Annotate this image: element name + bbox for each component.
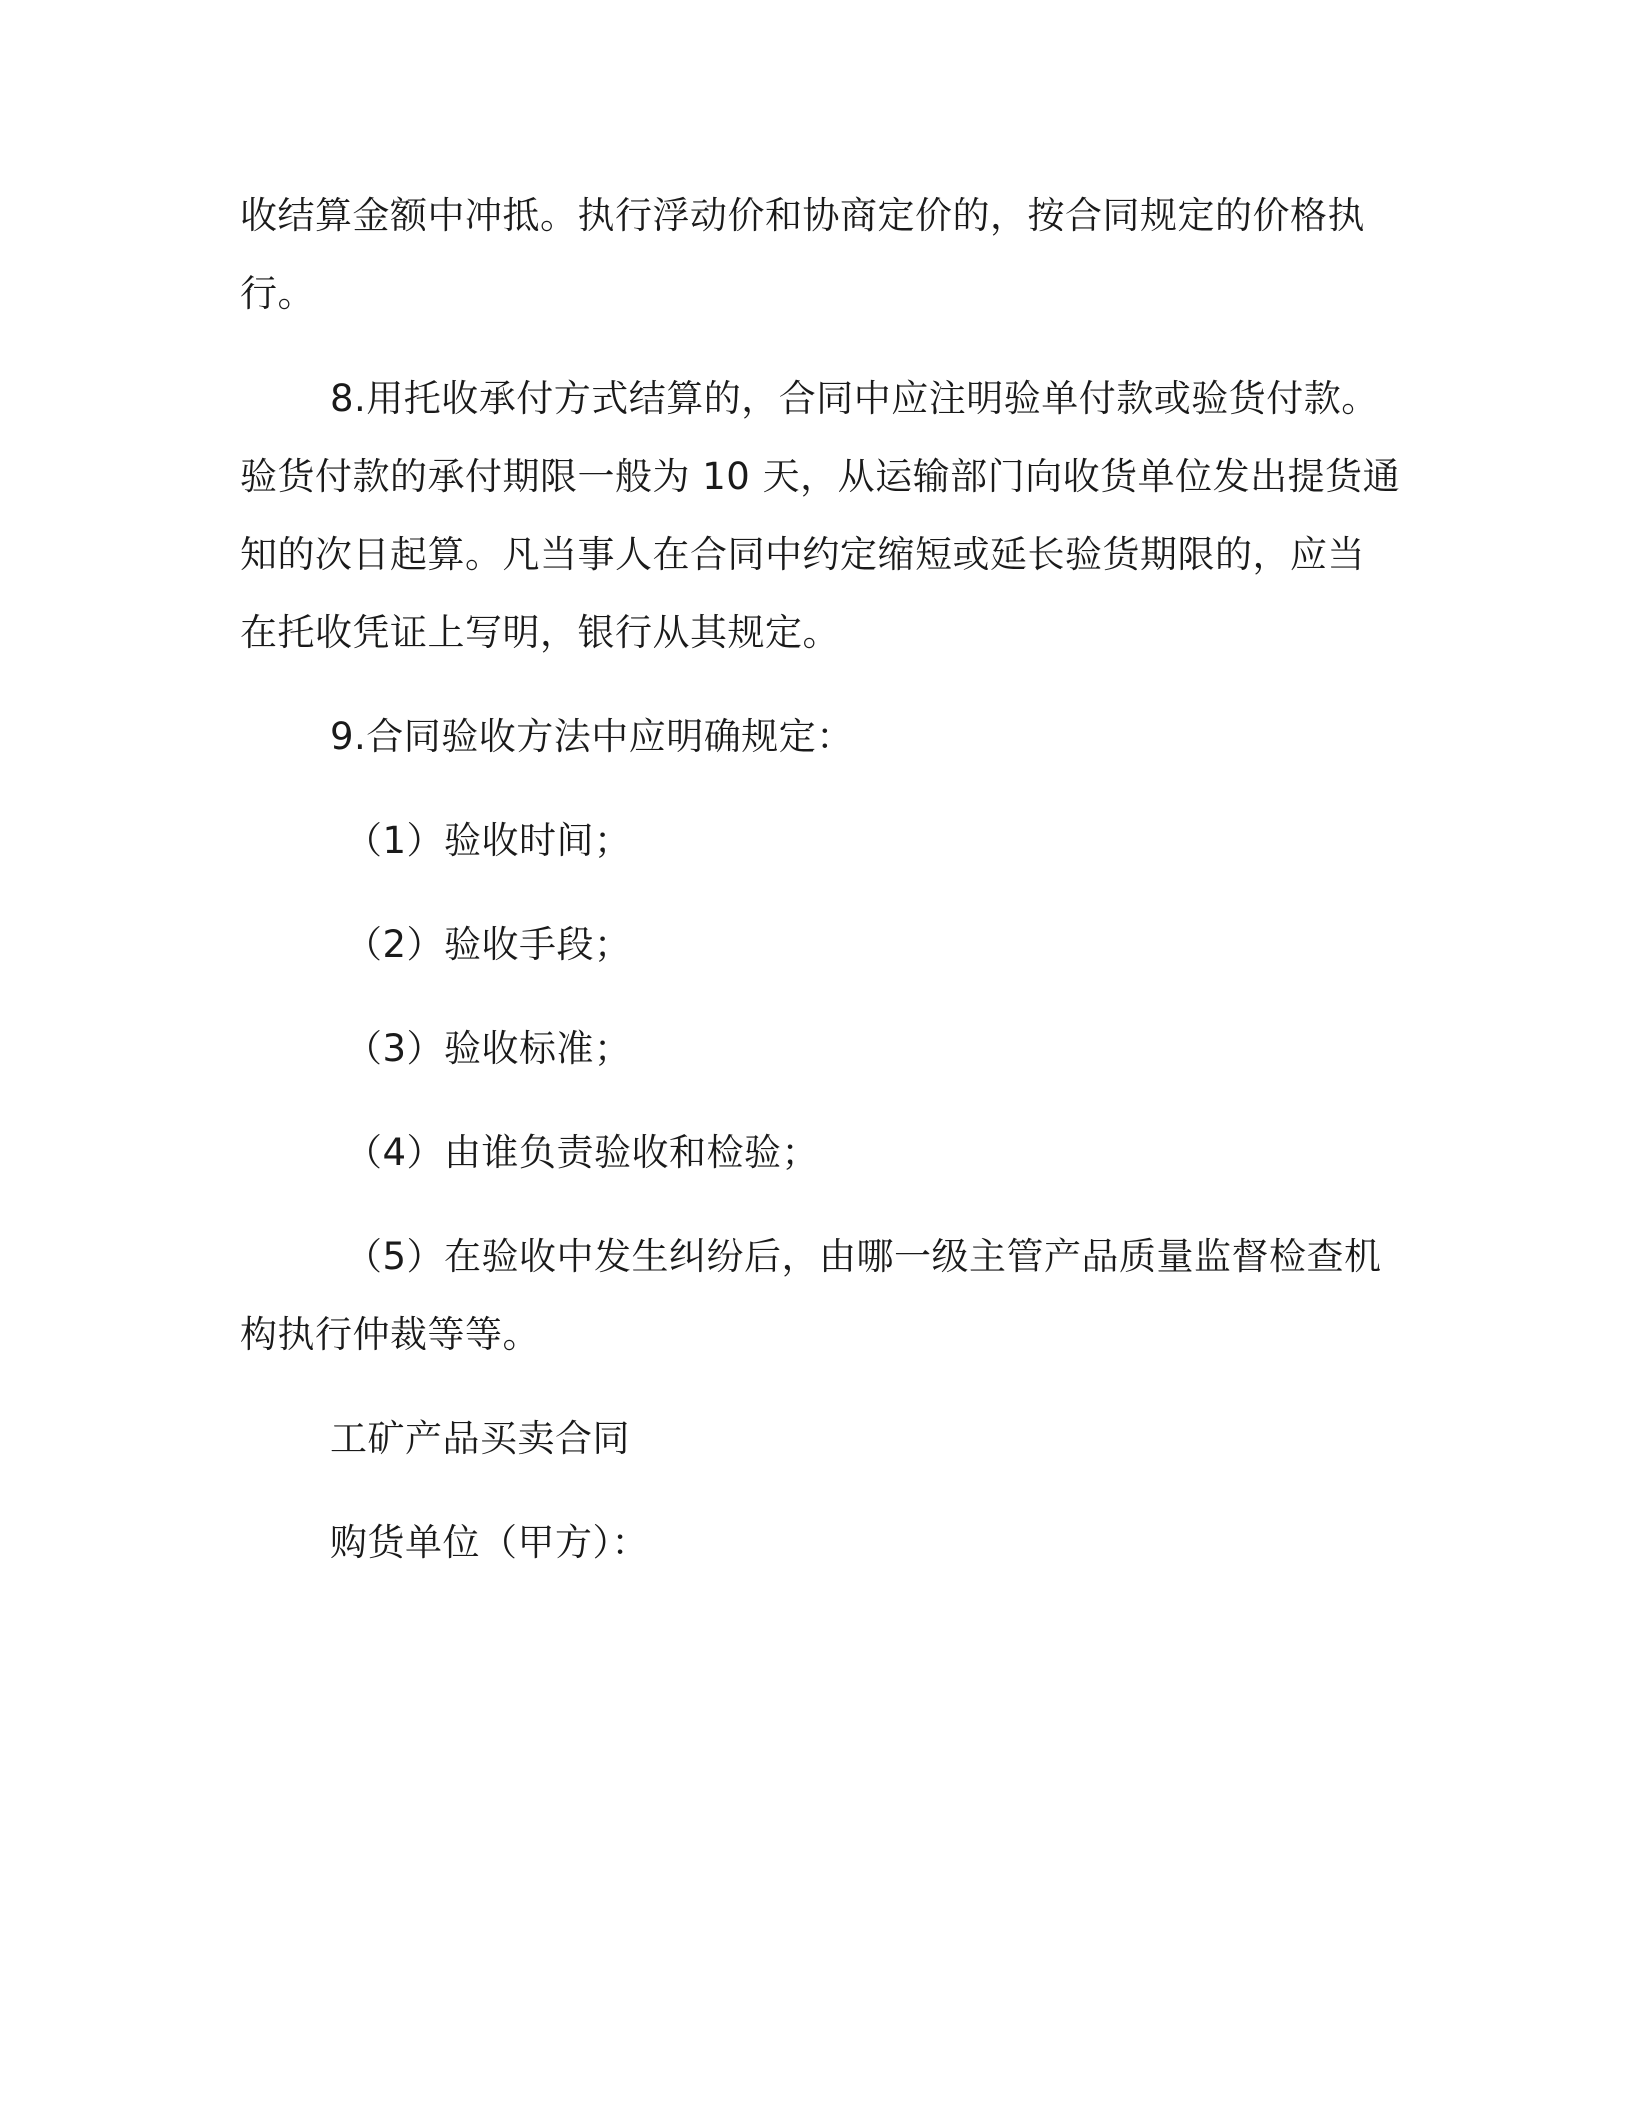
list-item: （5）在验收中发生纠纷后，由哪一级主管产品质量监督检查机 [345,1235,1382,1278]
list-item: （1）验收时间； [345,819,632,862]
paragraph-line: 9.合同验收方法中应明确规定： [330,715,854,758]
paragraph-line: 行。 [240,272,315,315]
paragraph-line: 验货付款的承付期限一般为 10 天，从运输部门向收货单位发出提货通 [240,455,1401,498]
list-item: （2）验收手段； [345,923,632,966]
paragraph-line: 知的次日起算。凡当事人在合同中约定缩短或延长验货期限的，应当 [240,533,1365,576]
paragraph-line: 收结算金额中冲抵。执行浮动价和协商定价的，按合同规定的价格执 [240,194,1365,237]
paragraph-line: 构执行仲裁等等。 [240,1313,540,1356]
form-field-label: 购货单位（甲方）： [330,1521,649,1564]
list-item: （4）由谁负责验收和检验； [345,1131,820,1174]
list-item: （3）验收标准； [345,1027,632,1070]
section-title: 工矿产品买卖合同 [330,1417,630,1460]
paragraph-line: 在托收凭证上写明，银行从其规定。 [240,611,840,654]
paragraph-line: 8.用托收承付方式结算的，合同中应注明验单付款或验货付款。 [330,377,1379,420]
